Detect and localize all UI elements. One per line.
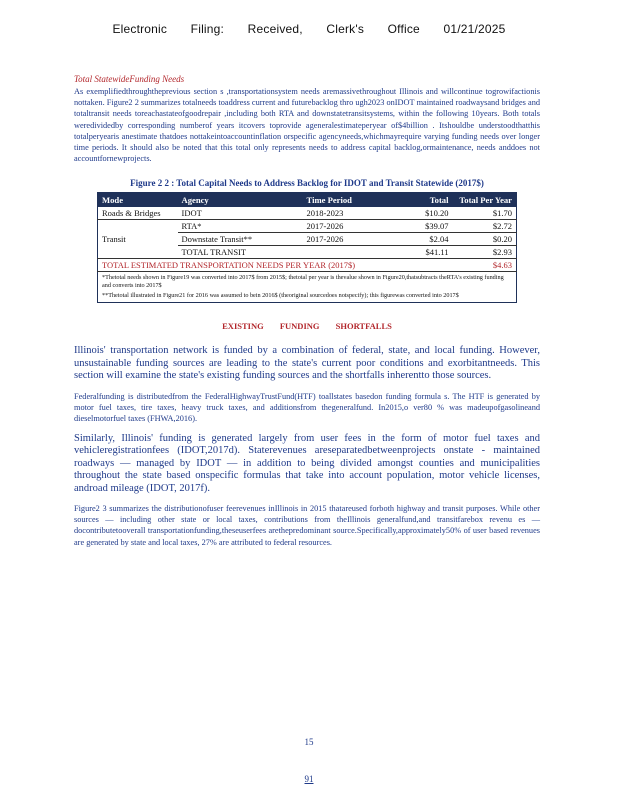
paragraph-intro: Illinois' transportation network is funded by a combination of federal, state, and local funding. However, unsustainable funding sources are leading to the state's current poor conditions and exorbitantneeds. This section will examine the state's existing funding sources and the shortfalls inherentto those sources. xyxy=(74,345,540,382)
table-note: **Thetotal illustrated in Figure21 for 2016 was assumed to bein 2016$ (theoriginal sourcedoes notspecify); this figurewas converted into 2017$ xyxy=(102,292,459,300)
stamp-word: Received, xyxy=(247,22,303,36)
stamp-date: 01/21/2025 xyxy=(443,22,506,36)
paragraph-funding-needs: As exemplifiedthroughtheprevious section s ,transportationsystem needs aremassivethroughout Illinois and willcontinue togrowifactionis nottaken. Figure2 2 summarizes totalneeds toaddress current and futurebacklog thro ugh2023 onIDOT maintained roadwaysand bridges and totaltransit needs toreachastateofgoodrepair ,including both RTA and downstatetransitsystems, within the following 10years. Both totals weredividedby corresponding numberof years itcovers toprovide ageneralestimateperyear of$4billion . Itshouldbe understoodthatthis totalperyearis anestimate thatdoes nottakeintoaccountinflation orspecific agencyneeds,whichmayrequire varying funding needs over longer time periods. It should also be noted that this total only represents needs to address capital backlog,ormaintenance, needs anddoes not accountfornewprojects. xyxy=(74,87,540,164)
exhibit-page-number: 91 xyxy=(304,774,314,784)
table-row xyxy=(98,207,517,220)
cell-total: $10.20 xyxy=(393,207,453,220)
cell-period xyxy=(303,246,393,259)
table-row xyxy=(98,233,517,246)
existing-shortfalls-heading: EXISTING FUNDING SHORTFALLS xyxy=(222,321,392,332)
paragraph-state: Similarly, Illinois' funding is generated largely from user fees in the form of motor fuel taxes and vehicleregistrationfees (IDOT,2017d). Staterevenues areseparatedbetweenprojects onstate - maintained roadways — managed by IDOT — in addition to being divided amongst counties and municipalities throughout the state based onspecific formulas that take into account population, motor vehicle licenses, androad mileage (IDOT, 2017f). xyxy=(74,432,540,494)
cell-agency: IDOT xyxy=(178,207,303,220)
cell-period: 2017-2026 xyxy=(303,220,393,233)
cell-agency: RTA* xyxy=(178,220,303,233)
cell-agency: Downstate Transit** xyxy=(178,233,303,246)
cell-total: $39.07 xyxy=(393,220,453,233)
cell-agency: TOTAL TRANSIT xyxy=(178,246,303,259)
stamp-word: Electronic xyxy=(112,22,168,36)
table-note: *Thetotal needs shown in Figure19 was converted into 2017$ from 2015$; thetotal per year is thevalue shown in Figure20,thatsubtracts theRTA's existing funding and converts into 2017$ xyxy=(102,274,504,290)
cell-mode: Transit xyxy=(102,234,126,245)
filing-stamp xyxy=(0,22,618,36)
cell-mode xyxy=(98,246,178,259)
notes-cell xyxy=(98,272,517,303)
cell-period: 2018-2023 xyxy=(303,207,393,220)
stamp-word: Filing: xyxy=(190,22,225,36)
section-heading: Total StatewideFunding Needs xyxy=(74,74,185,84)
stamp-word: Office xyxy=(387,22,420,36)
paragraph-user-fees: Figure2 3 summarizes the distributionofuser feerevenues inIllinois in 2015 thatareused forboth highway and transit purposes. While other sources — including other state or local taxes, contributions from theIllinois generalfund,and transitfarebox revenu es — docontributetooverall transportationfunding,theseuserfees arethepredominant source.Specifically,approximately50% of user based revenues are generated by state and local taxes, 27% are attributed to federal resources. xyxy=(74,504,540,547)
cell-period: 2017-2026 xyxy=(303,233,393,246)
table-row xyxy=(98,246,517,259)
notes-row xyxy=(98,272,517,303)
table-row xyxy=(98,220,517,233)
page-number: 15 xyxy=(304,737,314,747)
paragraph-federal: Federalfunding is distributedfrom the FederalHighwayTrustFund(HTF) toallstates basedon funding formula s. The HTF is generated by motor fuel taxes, tire taxes, heavy truck taxes, and additionsfrom thegeneralfund. In2015,o ver80 % was madeupofgasolineand dieselmotorfuel taxes (FHWA,2016). xyxy=(74,391,540,424)
cell-per-year: $0.20 xyxy=(453,233,517,246)
cell-per-year: $1.70 xyxy=(453,207,517,220)
cell-total: $41.11 xyxy=(393,246,453,259)
col-header-per-year: Total Per Year xyxy=(453,193,517,208)
cell-mode: Roads & Bridges xyxy=(98,207,178,220)
cell-total: $2.04 xyxy=(393,233,453,246)
cell-mode xyxy=(98,220,178,233)
grand-total-label: TOTAL ESTIMATED TRANSPORTATION NEEDS PER YEAR (2017$) xyxy=(98,259,453,272)
col-header-period: Time Period xyxy=(303,193,393,208)
grand-total-row xyxy=(98,259,517,272)
table-header-row xyxy=(98,193,517,208)
figure-title: Figure 2 2 : Total Capital Needs to Address Backlog for IDOT and Transit Statewide (2017$) xyxy=(130,178,484,189)
col-header-total: Total xyxy=(393,193,453,208)
cell-per-year: $2.93 xyxy=(453,246,517,259)
stamp-word: Clerk's xyxy=(326,22,365,36)
col-header-mode: Mode xyxy=(98,193,178,208)
col-header-agency: Agency xyxy=(178,193,303,208)
grand-total-value: $4.63 xyxy=(453,259,517,272)
cell-per-year: $2.72 xyxy=(453,220,517,233)
page-content xyxy=(74,74,540,548)
capital-needs-table xyxy=(97,192,517,303)
